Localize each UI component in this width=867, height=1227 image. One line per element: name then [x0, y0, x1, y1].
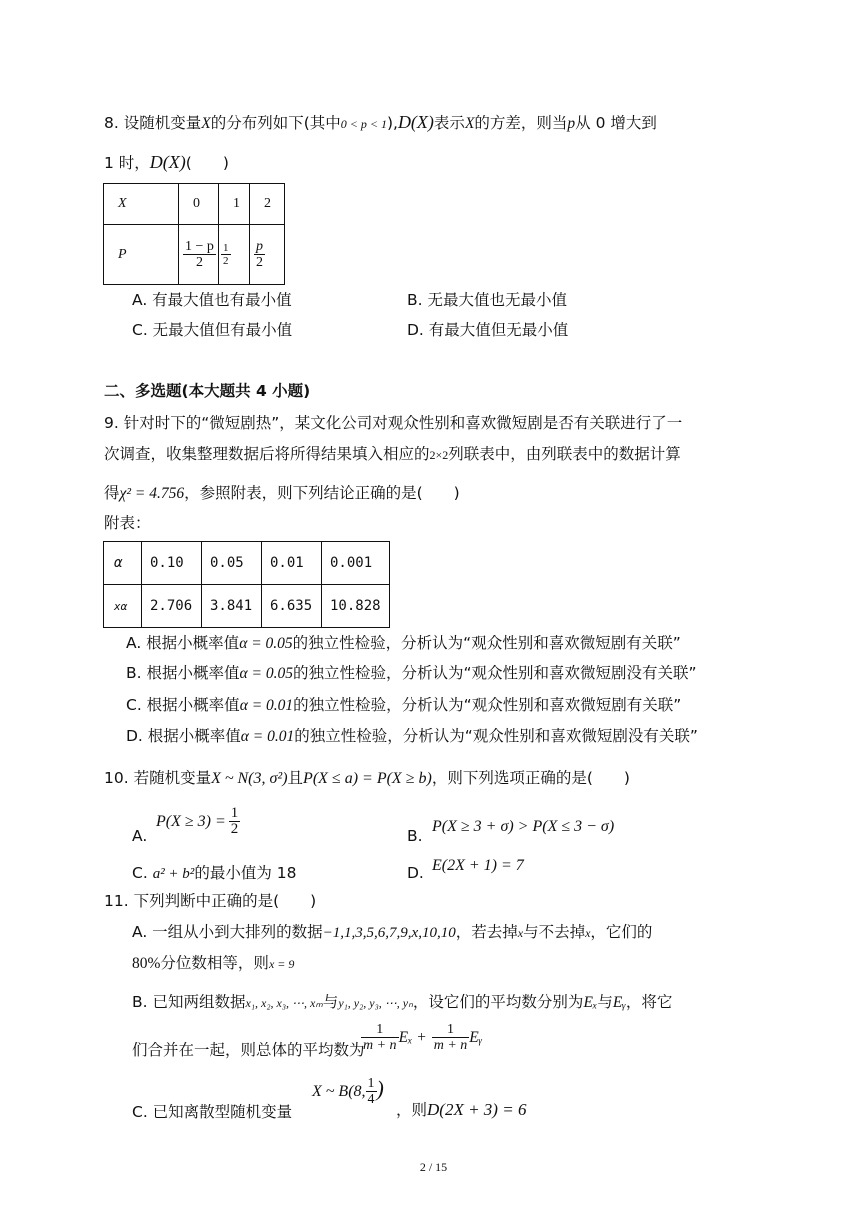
math-alpha: α = 0.01 — [240, 728, 295, 745]
denominator: 2 — [256, 255, 263, 270]
q8-option-a: A. 有最大值也有最小值 — [132, 291, 292, 309]
q11-option-b-formula — [361, 1022, 482, 1053]
denominator: m + n — [433, 1038, 468, 1053]
fraction — [229, 806, 241, 837]
section-heading: 二、多选题(本大题共 4 小题) — [104, 382, 311, 400]
table-cell: 1 — [219, 184, 250, 225]
math-y-series: y₁, y₂, y₃, ⋯, yₙ — [338, 996, 413, 1010]
fraction — [254, 239, 265, 270]
numerator: 1 — [230, 805, 239, 821]
table-cell: 10.828 — [322, 585, 390, 628]
q9-stem-line3 — [104, 483, 460, 504]
text: D. 根据小概率值 — [126, 727, 241, 745]
q8-option-c: C. 无最大值但有最小值 — [132, 321, 293, 339]
text: ( ) — [185, 154, 229, 172]
math-x: x — [517, 926, 524, 940]
text: C. — [132, 864, 148, 882]
page-number: 2 / 15 — [419, 1160, 448, 1174]
text: 的独立性检验，分析认为“观众性别和喜欢微短剧没有关联” — [292, 664, 697, 682]
text: ，则 — [396, 1101, 428, 1119]
text: ，它们的 — [590, 923, 653, 941]
q10-option-b-label: B. — [407, 827, 423, 845]
q8-stem-line2 — [104, 152, 229, 173]
math-alpha: α = 0.05 — [239, 665, 293, 682]
text: 的分布列如下(其中 — [210, 114, 341, 132]
q8-option-d: D. 有最大值但无最小值 — [407, 321, 569, 339]
text: A. 一组从小到大排列的数据 — [132, 923, 323, 941]
text: A. 根据小概率值 — [126, 634, 240, 652]
distribution-table — [103, 183, 285, 285]
math-data-list: −1,1,3,5,6,7,9,x,10,10 — [322, 925, 456, 941]
math-alpha: α = 0.01 — [239, 697, 294, 714]
table-cell: 6.635 — [262, 585, 322, 628]
math-normal: X ~ N(3, σ²) — [211, 770, 288, 787]
math-paren: ) — [376, 1076, 384, 1101]
table-row — [104, 542, 390, 585]
q11-option-a-line1 — [132, 922, 652, 943]
table-cell: 0.001 — [322, 542, 390, 585]
numerator: 1 — [367, 1076, 375, 1091]
q9-stem-line2 — [104, 444, 681, 465]
table-cell: 0.05 — [202, 542, 262, 585]
text: 得 — [104, 484, 120, 502]
math-condition: 0 < p < 1 — [340, 117, 387, 131]
text: B. 根据小概率值 — [126, 664, 240, 682]
q9-option-d — [126, 726, 698, 747]
fraction — [183, 239, 216, 270]
numerator: 1 — [432, 1022, 470, 1038]
text: C. 根据小概率值 — [126, 696, 240, 714]
denominator: 2 — [195, 255, 203, 270]
math-x: X — [201, 115, 211, 132]
q11-stem: 11. 下列判断中正确的是( ) — [104, 892, 317, 910]
table-cell — [250, 225, 285, 285]
text: 10. 若随机变量 — [104, 769, 212, 787]
text: 次调查，收集整理数据后将所得结果填入相应的 — [104, 445, 430, 463]
math-option-c: a² + b² — [152, 866, 195, 882]
text: 的独立性检验，分析认为“观众性别和喜欢微短剧有关联” — [293, 696, 682, 714]
table-cell: 0.10 — [142, 542, 202, 585]
q11-option-a-line2 — [132, 953, 294, 974]
text: ，设它们的平均数分别为 — [412, 993, 584, 1011]
critical-value-table — [103, 541, 390, 628]
fraction — [221, 242, 231, 267]
text: 分位数相等，则 — [160, 954, 269, 972]
text: 与 — [322, 993, 339, 1011]
math-option-b: P(X ≥ 3 + σ) > P(X ≤ 3 − σ) — [432, 818, 615, 835]
math-option-a: P(X ≥ 3) = — [156, 813, 226, 830]
numerator: 1 − p — [185, 239, 214, 254]
q10-option-a — [156, 806, 240, 837]
table-cell: 2 — [250, 184, 285, 225]
q11-option-c-tail — [396, 1100, 526, 1120]
q11-option-b-line1 — [132, 992, 672, 1013]
math-chi-square: χ² = 4.756 — [119, 485, 185, 502]
table-cell: 0.01 — [262, 542, 322, 585]
q10-option-d — [432, 855, 524, 876]
table-cell: 3.841 — [202, 585, 262, 628]
text: B. 已知两组数据 — [132, 993, 246, 1011]
math-ey: Eᵧ — [469, 1029, 483, 1046]
q10-option-c — [132, 863, 296, 884]
q9-option-b — [126, 663, 697, 684]
math-ex: Eₓ + — [398, 1029, 427, 1046]
text: 的独立性检验，分析认为“观众性别和喜欢微短剧没有关联” — [294, 727, 698, 745]
math-dx: D(X) — [397, 112, 434, 132]
q9-stem-line1: 9. 针对时下的“微短剧热”，某文化公司对观众性别和喜欢微短剧是否有关联进行了一 — [104, 414, 683, 432]
q8-option-b: B. 无最大值也无最小值 — [407, 291, 567, 309]
denominator: 2 — [230, 821, 239, 837]
text: 表示 — [433, 114, 465, 132]
table-cell: P — [104, 225, 179, 285]
text: 的独立性检验，分析认为“观众性别和喜欢微短剧有关联” — [292, 634, 681, 652]
text: ), — [386, 114, 398, 132]
denominator: m + n — [363, 1038, 397, 1053]
table-cell: 2.706 — [142, 585, 202, 628]
q9-option-a — [126, 633, 681, 654]
table-row — [104, 585, 390, 628]
math-binomial: X ~ B(8, — [312, 1083, 366, 1100]
text: ，若去掉 — [455, 923, 518, 941]
math-ey: Eᵧ — [612, 994, 626, 1011]
math-p: p — [567, 115, 576, 132]
math-alpha: α = 0.05 — [239, 635, 293, 652]
math-2x2: 2×2 — [429, 448, 449, 462]
table-cell: X — [104, 184, 179, 225]
math-ex: Eₓ — [583, 994, 598, 1011]
text: 的方差，则当 — [474, 114, 568, 132]
q11-option-c-formula — [312, 1076, 384, 1107]
text: ，将它 — [625, 993, 673, 1011]
math-dx: D(X) — [149, 152, 186, 172]
table-cell — [179, 225, 219, 285]
q8-stem-line1 — [104, 112, 657, 134]
table-row — [104, 225, 285, 285]
table-cell: α — [104, 542, 142, 585]
q10-option-d-label: D. — [407, 864, 424, 882]
fraction — [366, 1076, 377, 1107]
math-variance: D(2X + 3) = 6 — [427, 1100, 527, 1119]
text: 8. 设随机变量 — [104, 114, 202, 132]
text: 80% — [132, 955, 161, 972]
math-option-d: E(2X + 1) = 7 — [432, 857, 524, 874]
text: 从 0 增大到 — [575, 114, 657, 132]
text: 与 — [597, 993, 613, 1011]
text: 与不去掉 — [523, 923, 586, 941]
text: 的最小值为 18 — [194, 864, 297, 882]
q10-stem — [104, 768, 630, 789]
table-cell: 0 — [179, 184, 219, 225]
text: 列联表中，由列联表中的数据计算 — [448, 445, 681, 463]
math-x: x — [585, 926, 591, 940]
denominator: 2 — [223, 255, 229, 267]
fraction — [361, 1022, 399, 1053]
numerator: 1 — [223, 242, 229, 254]
q11-option-c-label: C. 已知离散型随机变量 — [132, 1103, 293, 1121]
text: 且 — [287, 769, 304, 787]
math-probability: P(X ≤ a) = P(X ≥ b) — [303, 770, 432, 787]
q9-option-c — [126, 695, 681, 716]
text: ，参照附表，则下列结论正确的是( ) — [184, 484, 460, 502]
table-cell — [219, 225, 250, 285]
denominator: 4 — [367, 1092, 375, 1107]
q11-option-b-line2: 们合并在一起，则总体的平均数为 — [132, 1041, 365, 1059]
table-cell: xα — [104, 585, 142, 628]
math-x: X — [464, 115, 475, 132]
q10-option-a-label: A. — [132, 827, 148, 845]
math-x-equals: x = 9 — [268, 957, 295, 971]
numerator: p — [256, 239, 263, 254]
table-row — [104, 184, 285, 225]
fraction — [432, 1022, 470, 1053]
appendix-label: 附表： — [104, 514, 151, 532]
q10-option-b — [432, 816, 614, 837]
text: 1 时， — [104, 154, 150, 172]
text: ，则下列选项正确的是( ) — [431, 769, 630, 787]
numerator: 1 — [361, 1022, 399, 1038]
math-x-series: x₁, x₂, x₃, ⋯, xₘ — [245, 996, 323, 1010]
